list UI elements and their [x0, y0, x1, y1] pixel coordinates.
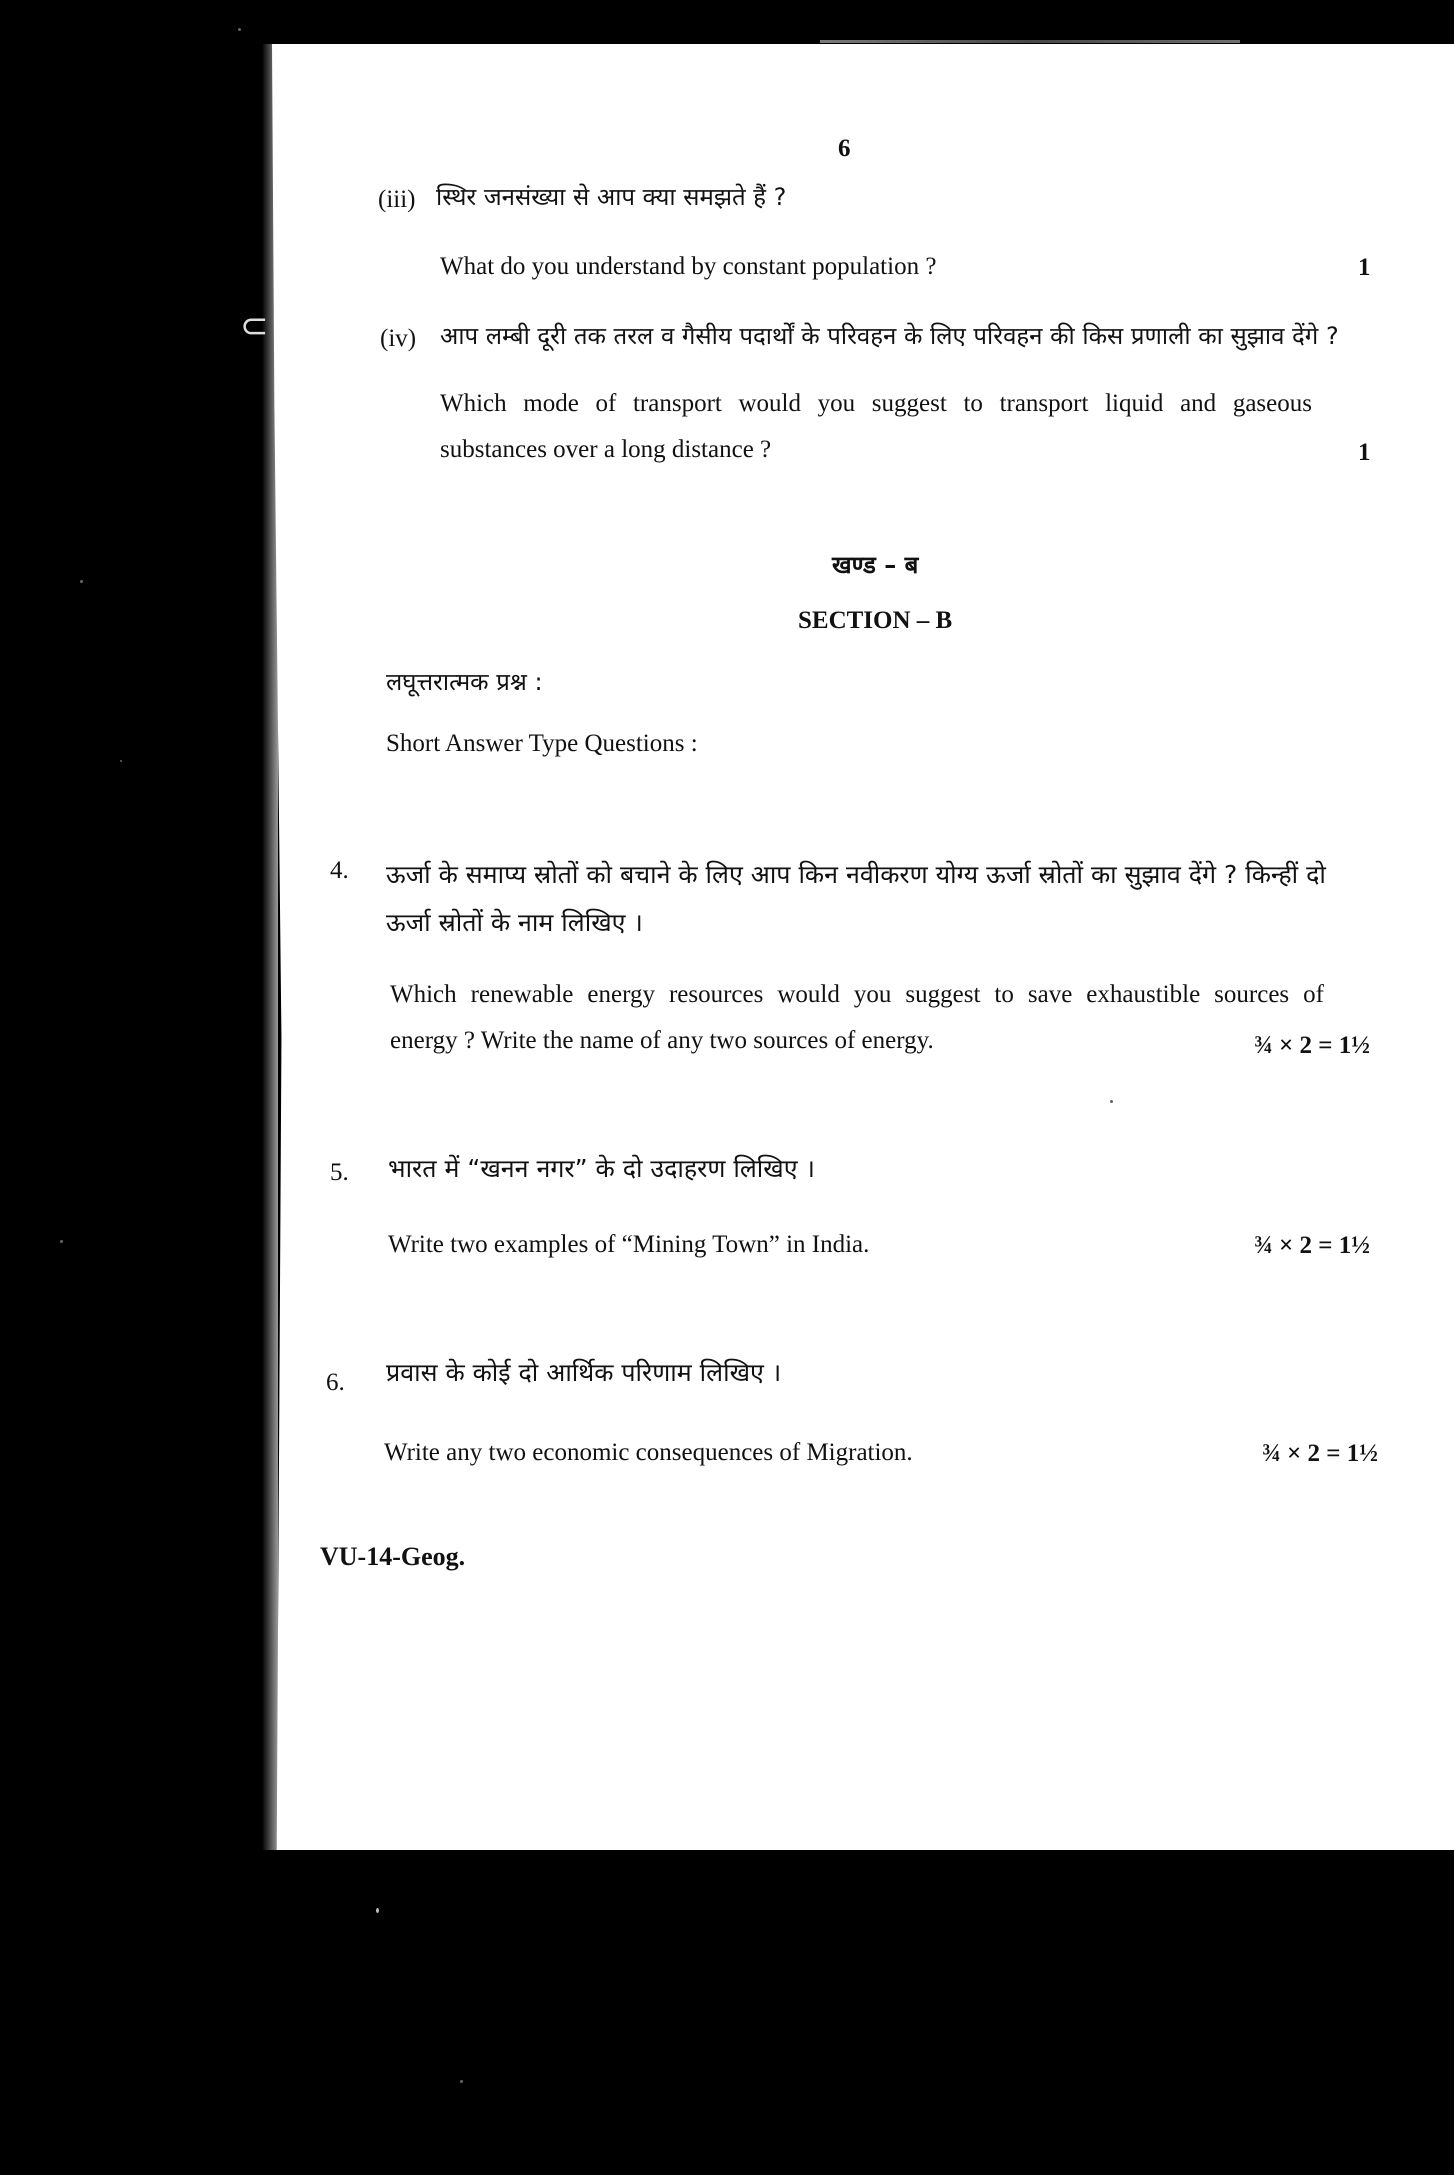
- section-english-subtitle: Short Answer Type Questions :: [386, 730, 698, 757]
- scan-speck: [238, 28, 241, 31]
- page-top-rule: [820, 40, 1240, 43]
- question-iv-english-line2: substances over a long distance ?: [440, 436, 772, 463]
- question-4-number: 4.: [330, 857, 349, 884]
- scan-speck: [80, 580, 83, 583]
- question-4-hindi-line2: ऊर्जा स्रोतों के नाम लिखिए ।: [386, 908, 643, 937]
- scan-speck: [460, 2080, 463, 2083]
- question-iv-label: (iv): [380, 325, 417, 352]
- question-4-english-line1: Which renewable energy resources would you suggest to save exhaustible sources of: [390, 981, 1324, 1008]
- question-4-english-line2: energy ? Write the name of any two sources of energy.: [390, 1027, 934, 1054]
- page-number: 6: [838, 135, 851, 162]
- scan-speck: [60, 1240, 63, 1243]
- scan-speck: [1110, 1100, 1113, 1103]
- question-iv-marks: 1: [1358, 439, 1371, 466]
- question-iii-english: What do you understand by constant population ?: [440, 253, 937, 280]
- question-6-marks: ¾ × 2 = 1½: [1262, 1440, 1378, 1467]
- question-5-number: 5.: [330, 1159, 349, 1186]
- question-5-english: Write two examples of “Mining Town” in India.: [388, 1231, 870, 1258]
- question-iv-hindi: आप लम्बी दूरी तक तरल व गैसीय पदार्थों के परिवहन के लिए परिवहन की किस प्रणाली का सुझाव देंगे ?: [440, 322, 1339, 350]
- paper-code-footer: VU-14-Geog.: [320, 1542, 466, 1571]
- question-6-hindi: प्रवास के कोई दो आर्थिक परिणाम लिखिए ।: [386, 1358, 782, 1387]
- section-english-title: SECTION – B: [798, 607, 953, 634]
- question-iii-label: (iii): [378, 186, 416, 213]
- question-iii-marks: 1: [1358, 254, 1371, 281]
- question-5-marks: ¾ × 2 = 1½: [1254, 1232, 1370, 1259]
- section-hindi-subtitle: लघूत्तरात्मक प्रश्न :: [386, 668, 543, 696]
- question-4-hindi-line1: ऊर्जा के समाप्य स्रोतों को बचाने के लिए आप किन नवीकरण योग्य ऊर्जा स्रोतों का सुझाव देंगे ? किन्हीं दो: [386, 860, 1326, 889]
- question-5-hindi: भारत में “खनन नगर” के दो उदाहरण लिखिए ।: [388, 1154, 815, 1183]
- question-iv-english-line1: Which mode of transport would you suggest to transport liquid and gaseous: [440, 390, 1312, 417]
- scan-speck: [376, 1908, 379, 1913]
- scan-speck: [120, 760, 122, 762]
- margin-mark: ⊂: [240, 306, 269, 346]
- question-4-marks: ¾ × 2 = 1½: [1254, 1032, 1370, 1059]
- question-6-english: Write any two economic consequences of Migration.: [384, 1439, 913, 1466]
- section-hindi-title: खण्ड – ब: [832, 551, 919, 579]
- exam-page: [272, 44, 1454, 1850]
- question-6-number: 6.: [326, 1369, 345, 1396]
- question-iii-hindi: स्थिर जनसंख्या से आप क्या समझते हैं ?: [436, 183, 787, 211]
